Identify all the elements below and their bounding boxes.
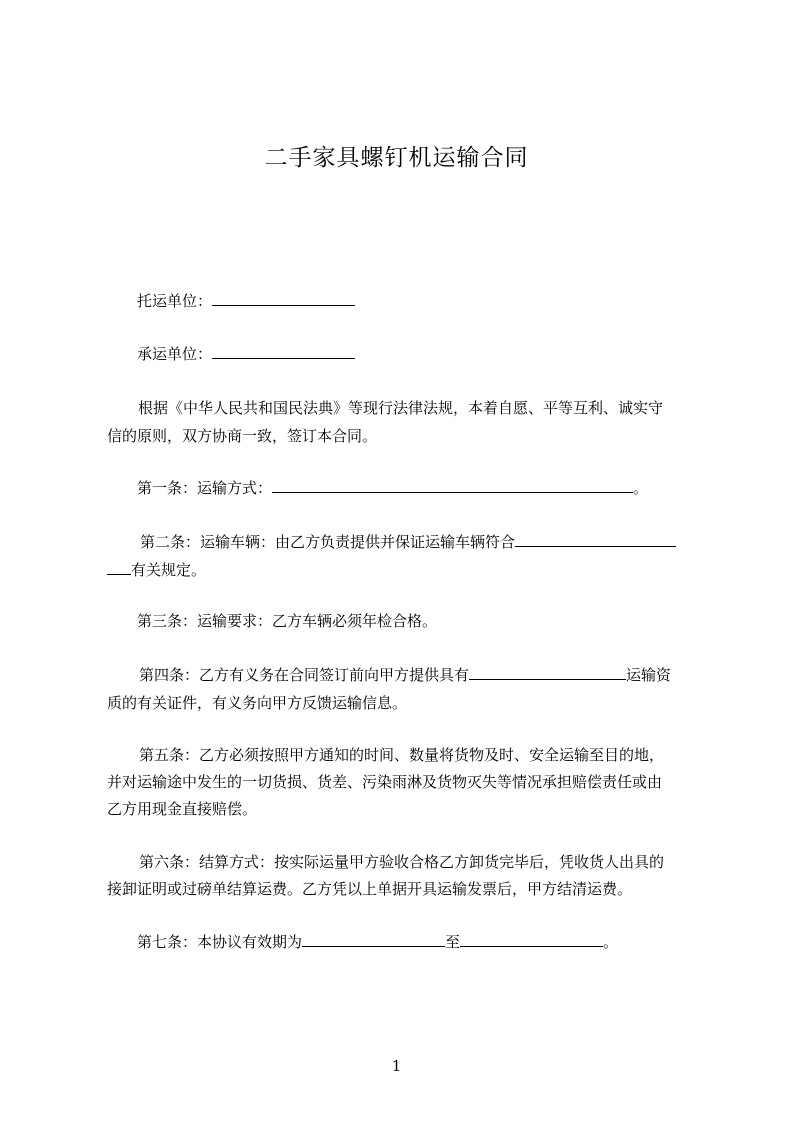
article-1 [137,478,648,498]
article-1-label: 第一条：运输方式： [137,479,273,497]
article-7-end: 。 [603,933,619,951]
carrier-blank[interactable] [212,344,355,359]
shipper-label: 托运单位： [137,292,213,310]
contract-title: 二手家具螺钉机运输合同 [264,145,529,171]
article-2-line-2 [107,560,206,580]
article-2-line-1 [140,532,676,552]
shipper-blank[interactable] [212,291,355,306]
page-number: 1 [391,1057,402,1075]
carrier-line [137,344,355,364]
article-5-line-1: 第五条：乙方必须按照甲方通知的时间、数量将货物及时、安全运输至目的地， [139,746,665,764]
article-6-line-2: 接卸证明或过磅单结算运费。乙方凭以上单据开具运输发票后，甲方结清运费。 [107,880,633,898]
article-2-text: 第二条：运输车辆：由乙方负责提供并保证运输车辆符合 [140,533,516,551]
qualification-blank[interactable] [469,665,626,680]
article-3: 第三条：运输要求：乙方车辆必须年检合格。 [137,612,438,630]
vehicle-standard-blank[interactable] [515,532,676,547]
transport-method-blank[interactable] [272,478,633,493]
valid-from-blank[interactable] [302,932,445,947]
article-1-end: 。 [633,479,649,497]
article-7 [137,932,618,952]
preamble-line-2: 信的原则，双方协商一致，签订本合同。 [107,427,378,445]
article-2-end: 有关规定。 [131,561,207,579]
article-4-start: 第四条：乙方有义务在合同签订前向甲方提供具有 [139,666,470,684]
article-4-line-2: 质的有关证件，有义务向甲方反馈运输信息。 [107,694,408,712]
article-5-line-3: 乙方用现金直接赔偿。 [107,800,258,818]
article-4-line-1 [139,665,671,685]
article-7-label: 第七条：本协议有效期为 [137,933,303,951]
vehicle-standard-blank-cont[interactable] [107,560,131,575]
article-5-line-2: 并对运输途中发生的一切货损、货差、污染雨淋及货物灭失等情况承担赔偿责任或由 [107,773,663,791]
preamble-line-1: 根据《中华人民共和国民法典》等现行法律法规，本着自愿、平等互利、诚实守 [138,399,664,417]
article-7-mid: 至 [445,933,461,951]
article-6-line-1: 第六条：结算方式：按实际运量甲方验收合格乙方卸货完毕后，凭收货人出具的 [139,853,665,871]
carrier-label: 承运单位： [137,345,213,363]
shipper-line [137,291,355,311]
article-4-cont: 运输资 [626,666,672,684]
valid-to-blank[interactable] [460,932,603,947]
